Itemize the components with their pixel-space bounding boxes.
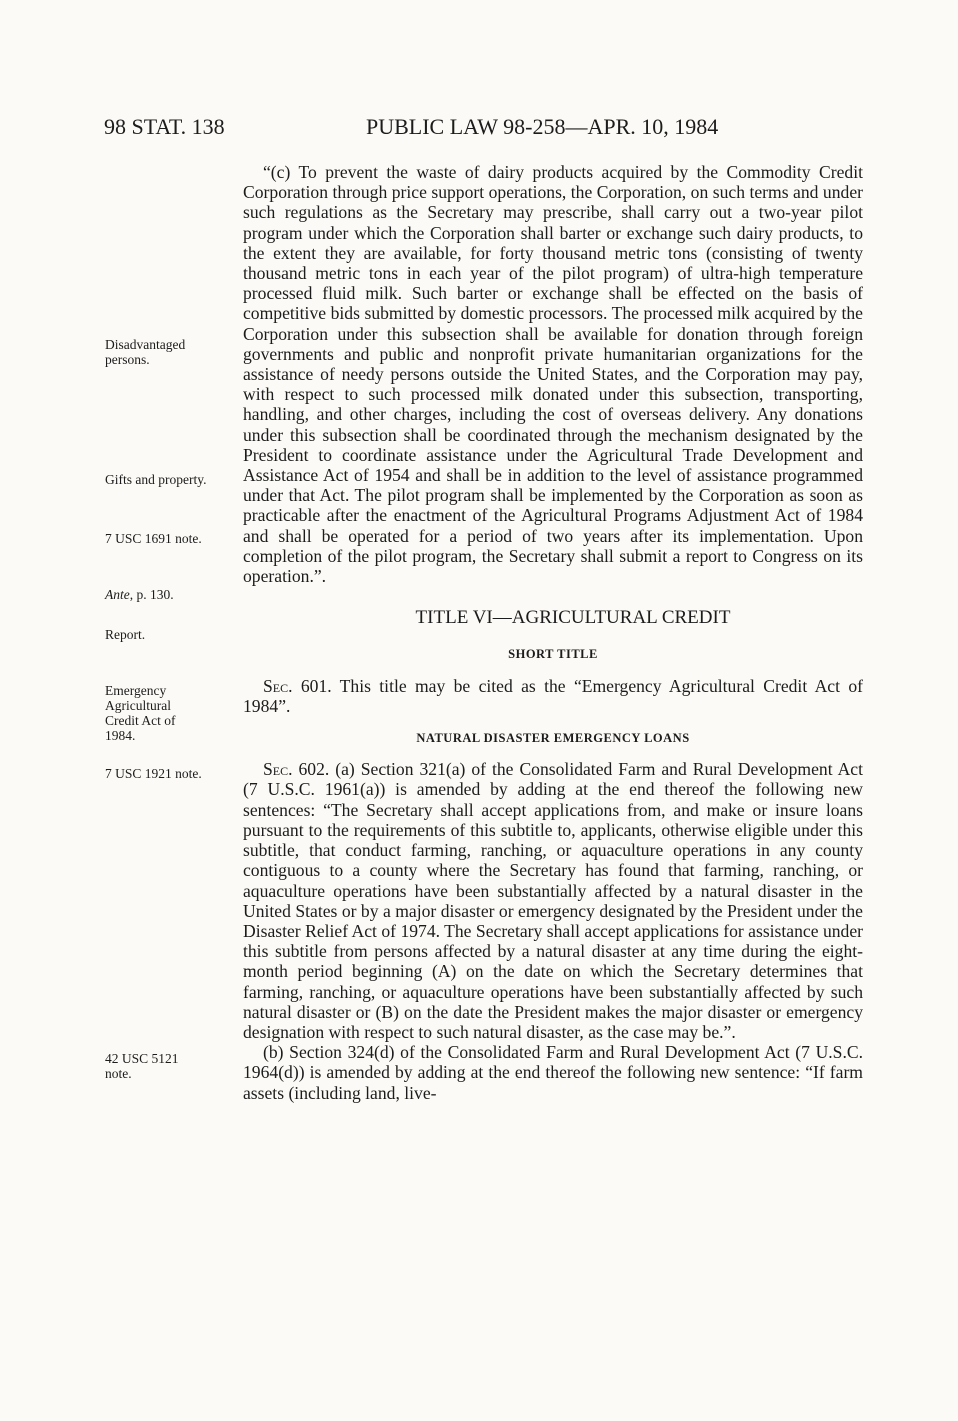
body-text-column [243,162,863,1103]
margin-note-ante [105,587,230,602]
margin-note-7usc1691: 7 USC 1691 note. [105,531,202,546]
margin-note-gifts: Gifts and property. [105,472,207,487]
short-title-heading: SHORT TITLE [508,647,598,662]
section-601-text: This title may be cited as the “Emergency Agricultural Credit Act of 1984”. [243,675,863,716]
margin-note-disadvantaged: Disadvantaged persons. [105,337,186,367]
page-header [0,114,958,144]
margin-note-7usc1921: 7 USC 1921 note. [105,766,202,781]
margin-note-ante-italic: Ante [105,587,130,602]
paragraph-c-dairy-pilot: “(c) To prevent the waste of dairy products acquired by the Commodity Credit Corporation through price support operations, the Corporation, on such terms and under such regulations as the Secretary may prescribe, shall carry out a two-year pilot program under which the Corporation shall barter or exchange such dairy products, to the extent they are available, for forty thousand metric tons (consisting of twenty thousand metric tons in each year of the pilot program) of ultra-high temperature processed fluid milk. Such barter or exchange shall be effected on the basis of competitive bids submitted by domestic processors. The processed milk acquired by the Corporation under this subsection shall be available for donation through foreign governments and public and nonprofit private humanitarian organizations for the assistance of needy persons outside the United States, and the Corporation may pay, with respect to such processed milk donated under this subsection, transporting, handling, and other charges, including the cost of overseas delivery. Any donations under this subsection shall be coordinated through the mechanism designated by the President to coordinate assistance under the Agricultural Trade Development and Assistance Act of 1954 and shall be in addition to the level of assistance programmed under that Act. The pilot program shall be implemented by the Corporation as soon as practicable after the enactment of the Agricultural Programs Adjustment Act of 1984 and shall be operated for a period of two years after its implementation. Upon completion of the pilot program, the Secretary shall submit a report to Congress on its operation.”. [243,162,863,587]
margin-note-ante-page: , p. 130. [129,587,174,602]
margin-note-report: Report. [105,627,146,642]
margin-note-emergency-act: Emergency Agricultural Credit Act of 1984. [105,683,176,743]
natural-disaster-heading: NATURAL DISASTER EMERGENCY LOANS [416,731,690,746]
section-601-label: Sec. 601. [263,675,332,696]
section-602-text: (a) Section 321(a) of the Consolidated Farm and Rural Development Act (7 U.S.C. 1961(a)) is amended by adding at the end thereof the following new sentences: “The Secretary shall accept applications from, and make or insure loans pursuant to the requirements of this subtitle to, applicants, otherwise eligible under this subtitle, that conduct farming, ranching, or aquaculture operations in any county contiguous to a county where the Secretary has found that farming, ranching, or aquaculture operations have been substantially affected by a natural disaster in the United States or by a major disaster or emergency designated by the President under the Disaster Relief Act of 1974. The Secretary shall accept applications for assistance under this subtitle from persons affected by a natural disaster at any time during the eight-month period beginning (A) on the date on which the Secretary determines that farming, ranching, or aquaculture operations have been substantially affected by such natural disaster or (B) on the date the President makes the major disaster or emergency designation with respect to such natural disaster, as the case may be.”. [243,759,863,1042]
public-law-header: PUBLIC LAW 98-258—APR. 10, 1984 [366,114,719,139]
section-601 [243,676,863,716]
section-602-label: Sec. 602. [263,759,330,780]
paragraph-b: (b) Section 324(d) of the Consolidated Farm and Rural Development Act (7 U.S.C. 1964(d)) is amended by adding at the end thereof the following new sentence: “If farm assets (including land, live- [243,1042,863,1103]
margin-note-42usc5121: 42 USC 5121 note. [105,1051,179,1081]
section-602-a [243,759,863,1042]
statute-page-number: 98 STAT. 138 [104,114,225,139]
title-heading: TITLE VI—AGRICULTURAL CREDIT [415,607,731,629]
